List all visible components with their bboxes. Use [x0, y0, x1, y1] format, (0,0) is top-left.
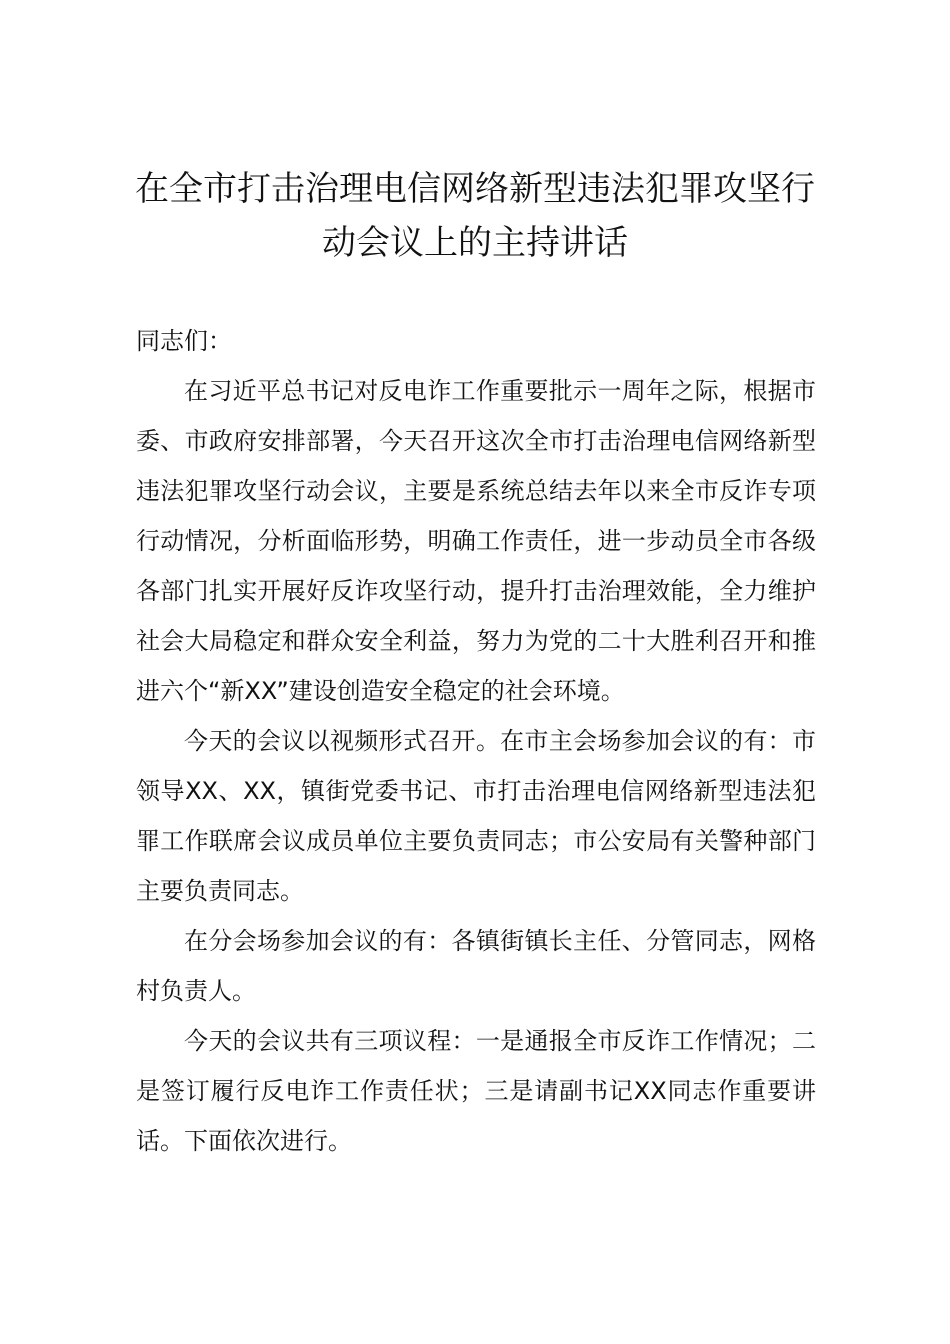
- document-title: 在全市打击治理电信网络新型违法犯罪攻坚行动会议上的主持讲话: [135, 169, 815, 263]
- paragraph-1: 在习近平总书记对反电诈工作重要批示一周年之际，根据市委、市政府安排部署，今天召开这次全市打击治理电信网络新型违法犯罪攻坚行动会议，主要是系统总结去年以来全市反诈专项行动情况，分析面临形势，明确工作责任，进一步动员全市各级各部门扎实开展好反诈攻坚行动，提升打击治理效能，全力维护社会大局稳定和群众安全利益，努力为党的二十大胜利召开和推进六个“新XX”建设创造安全稳定的社会环境。: [136, 377, 816, 705]
- salutation: 同志们：: [136, 327, 232, 355]
- paragraph-4: 今天的会议共有三项议程：一是通报全市反诈工作情况；二是签订履行反电诈工作责任状；三是请副书记XX同志作重要讲话。下面依次进行。: [136, 1027, 816, 1155]
- paragraph-3: 在分会场参加会议的有：各镇街镇长主任、分管同志，网格村负责人。: [136, 927, 816, 1005]
- paragraph-2: 今天的会议以视频形式召开。在市主会场参加会议的有：市领导XX、XX，镇街党委书记、市打击治理电信网络新型违法犯罪工作联席会议成员单位主要负责同志；市公安局有关警种部门主要负责同志。: [136, 727, 816, 905]
- document-body: [136, 316, 816, 1166]
